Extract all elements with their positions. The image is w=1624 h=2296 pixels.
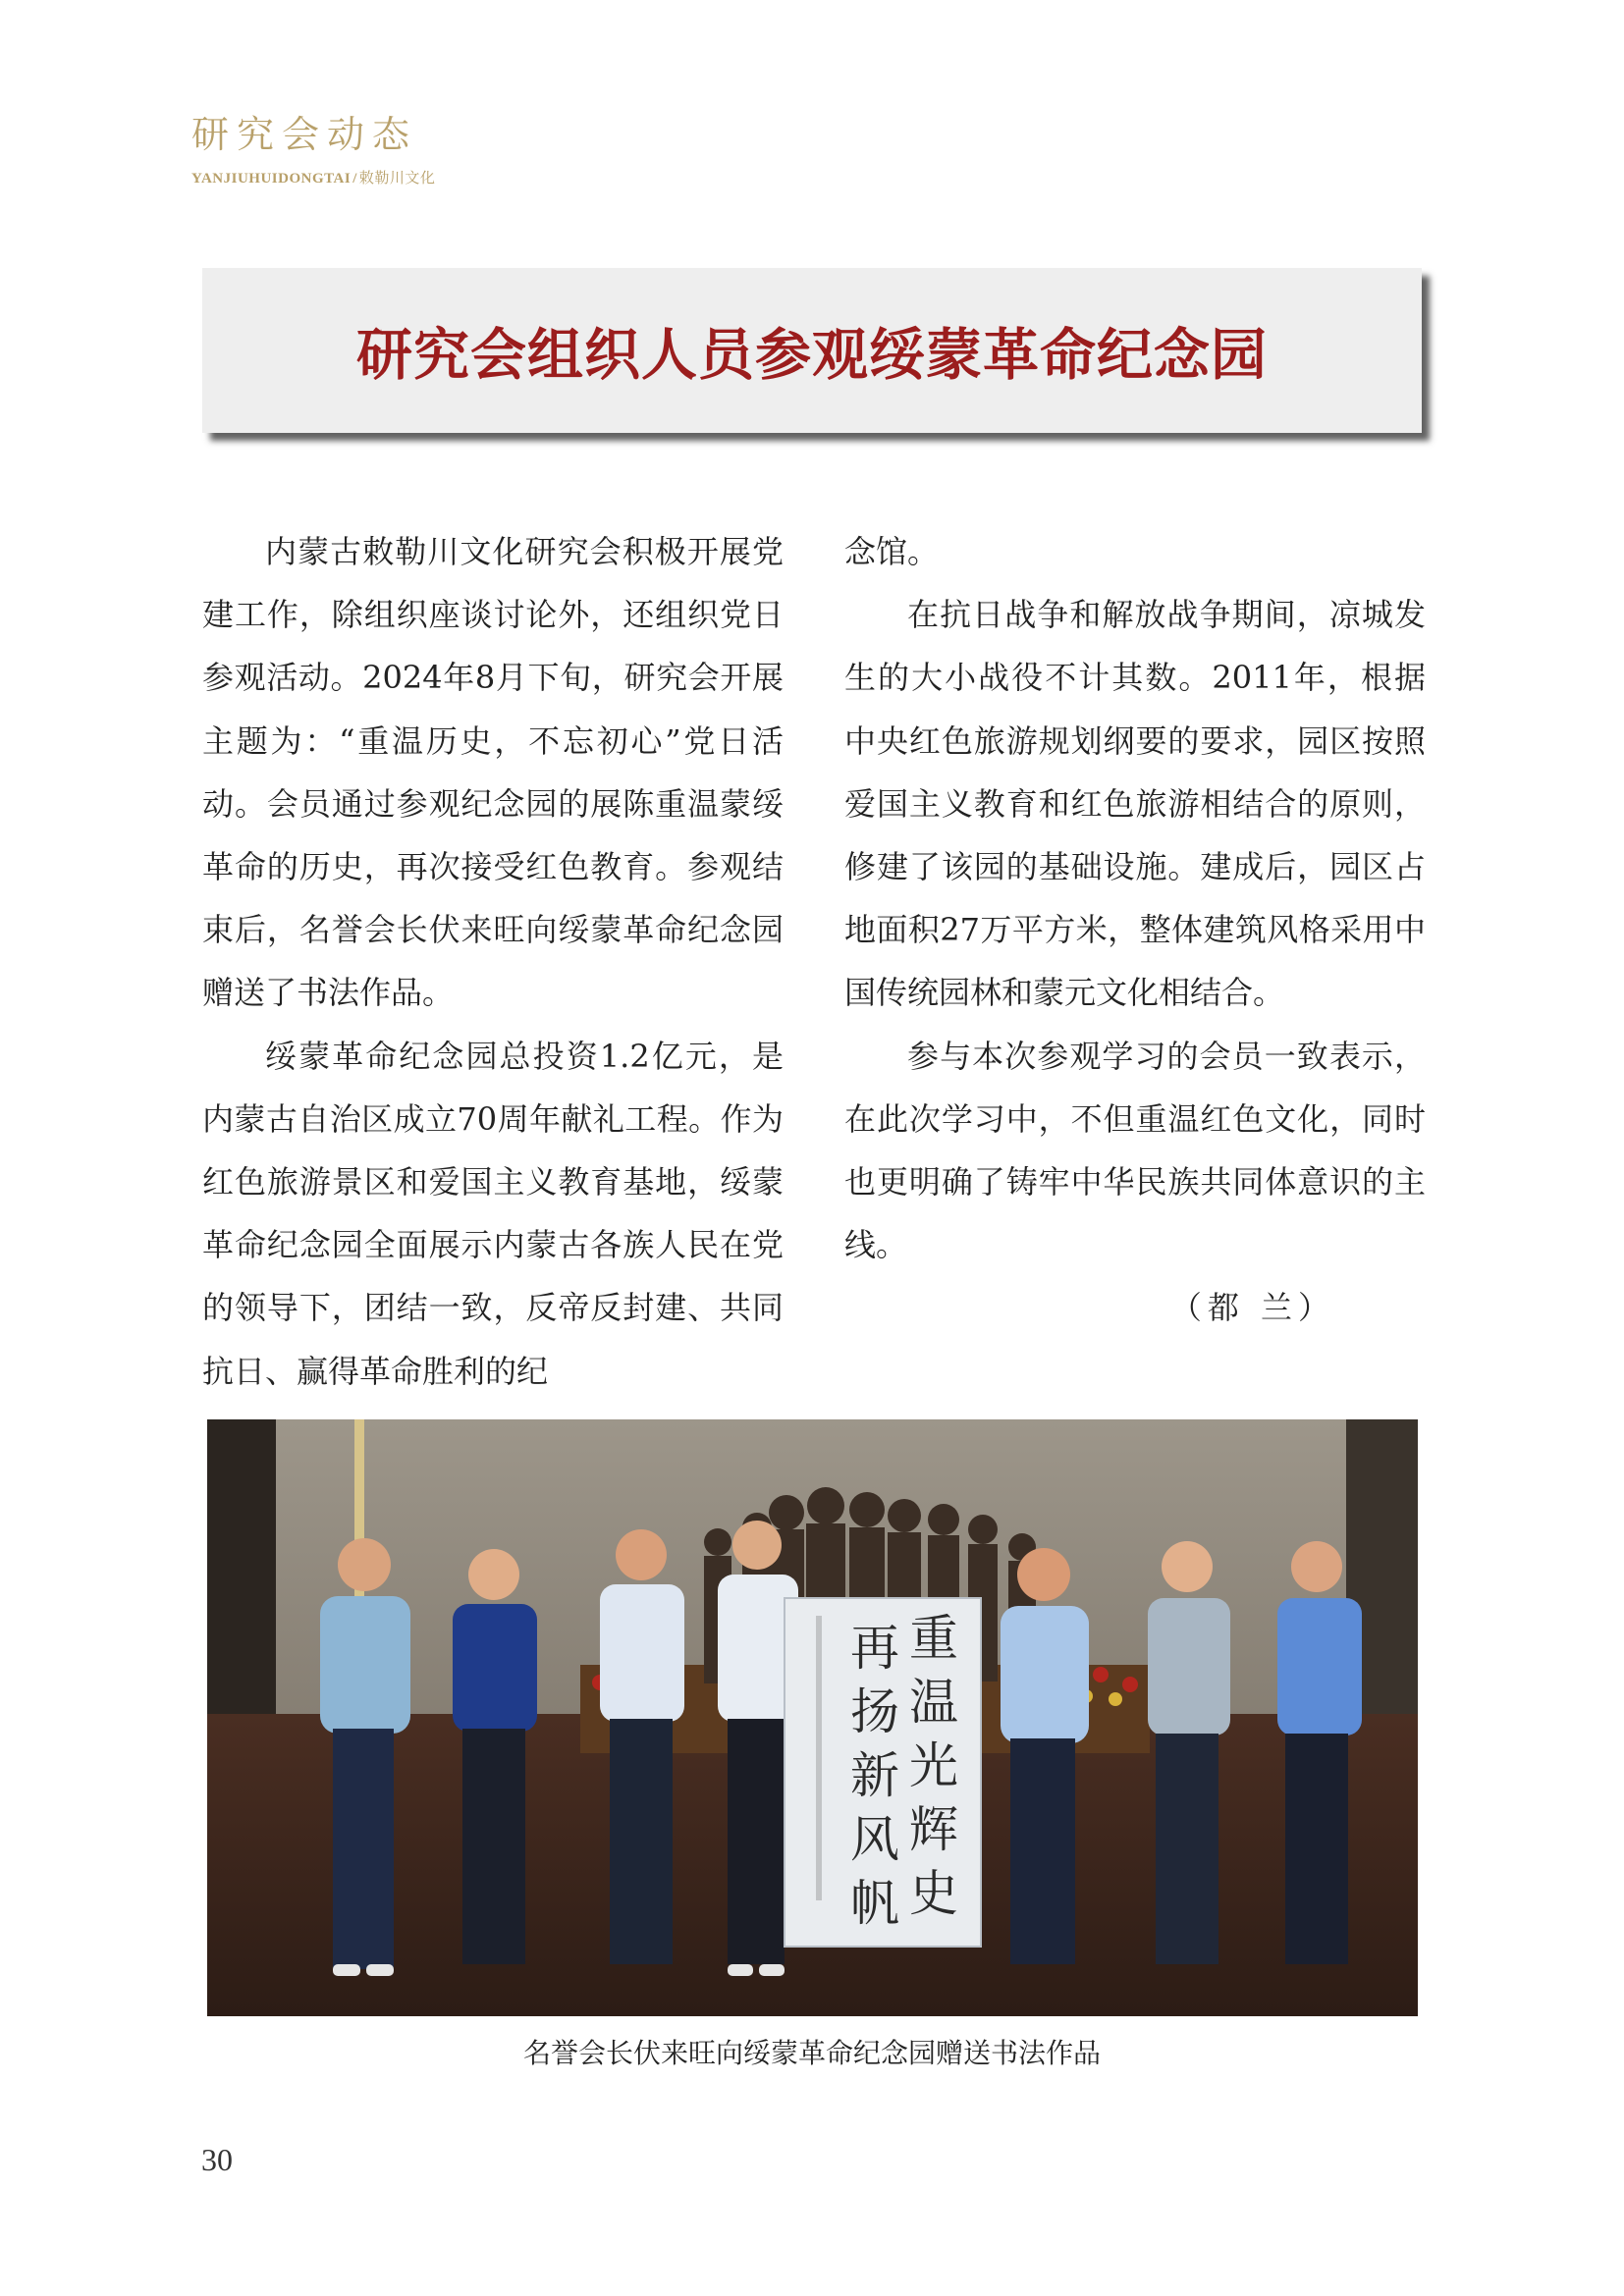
section-subtitle [191,167,435,187]
right-column [844,520,1426,1340]
calligraphy-char: 新 [850,1747,899,1804]
title-box [202,268,1422,433]
photo-caption: 名誉会长伏来旺向绥蒙革命纪念园赠送书法作品 [522,2037,1101,2069]
calligraphy-char: 光 [909,1737,958,1794]
calligraphy-char: 帆 [850,1875,899,1932]
group-photo [207,1419,1418,2016]
calligraphy-char: 扬 [850,1683,899,1740]
page-number: 30 [201,2142,233,2177]
calligraphy-char: 温 [909,1674,958,1731]
author-byline: （都 兰） [1169,1289,1335,1327]
section-title: 研究会动态 [191,113,418,156]
photo-illustration [207,1419,1418,2016]
calligraphy-char: 史 [909,1865,958,1922]
article-title: 研究会组织人员参观绥蒙革命纪念园 [356,323,1268,388]
paragraph: 在抗日战争和解放战争期间，凉城发生的大小战役不计其数。2011年，根据中央红色旅游规划纲要的要求，园区按照爱国主义教育和红色旅游相结合的原则，修建了该园的基础设施。建成后，园区占地面积27万平方米，整体建筑风格采用中国传统园林和蒙元文化相结合。 [844,596,1426,1012]
section-subtitle-pinyin: YANJIUHUIDONGTAI [191,171,352,187]
paragraph: 绥蒙革命纪念园总投资1.2亿元，是内蒙古自治区成立70周年献礼工程。作为红色旅游景区和爱国主义教育基地，绥蒙革命纪念园全面展示内蒙古各族人民在党的领导下，团结一致，反帝反封建、共同抗日、赢得革命胜利的纪 [202,1037,784,1390]
left-column [202,520,784,1403]
calligraphy-char: 再 [850,1620,899,1677]
paragraph-continuation: 念馆。 [844,533,940,570]
section-header [191,113,436,187]
calligraphy-char: 辉 [909,1801,958,1858]
magazine-name: 敕勒川文化 [358,171,436,187]
paragraph: 参与本次参观学习的会员一致表示，在此次学习中，不但重温红色文化，同时也更明确了铸牢中华民族共同体意识的主线。 [844,1037,1426,1264]
calligraphy-char: 风 [850,1811,899,1868]
section-separator: / [352,171,357,187]
calligraphy-char: 重 [909,1610,958,1667]
paragraph: 内蒙古敕勒川文化研究会积极开展党建工作，除组织座谈讨论外，还组织党日参观活动。2024年8月下旬，研究会开展主题为：“重温历史，不忘初心”党日活动。会员通过参观纪念园的展陈重温蒙绥革命的历史，再次接受红色教育。参观结束后，名誉会长伏来旺向绥蒙革命纪念园赠送了书法作品。 [202,533,784,1012]
